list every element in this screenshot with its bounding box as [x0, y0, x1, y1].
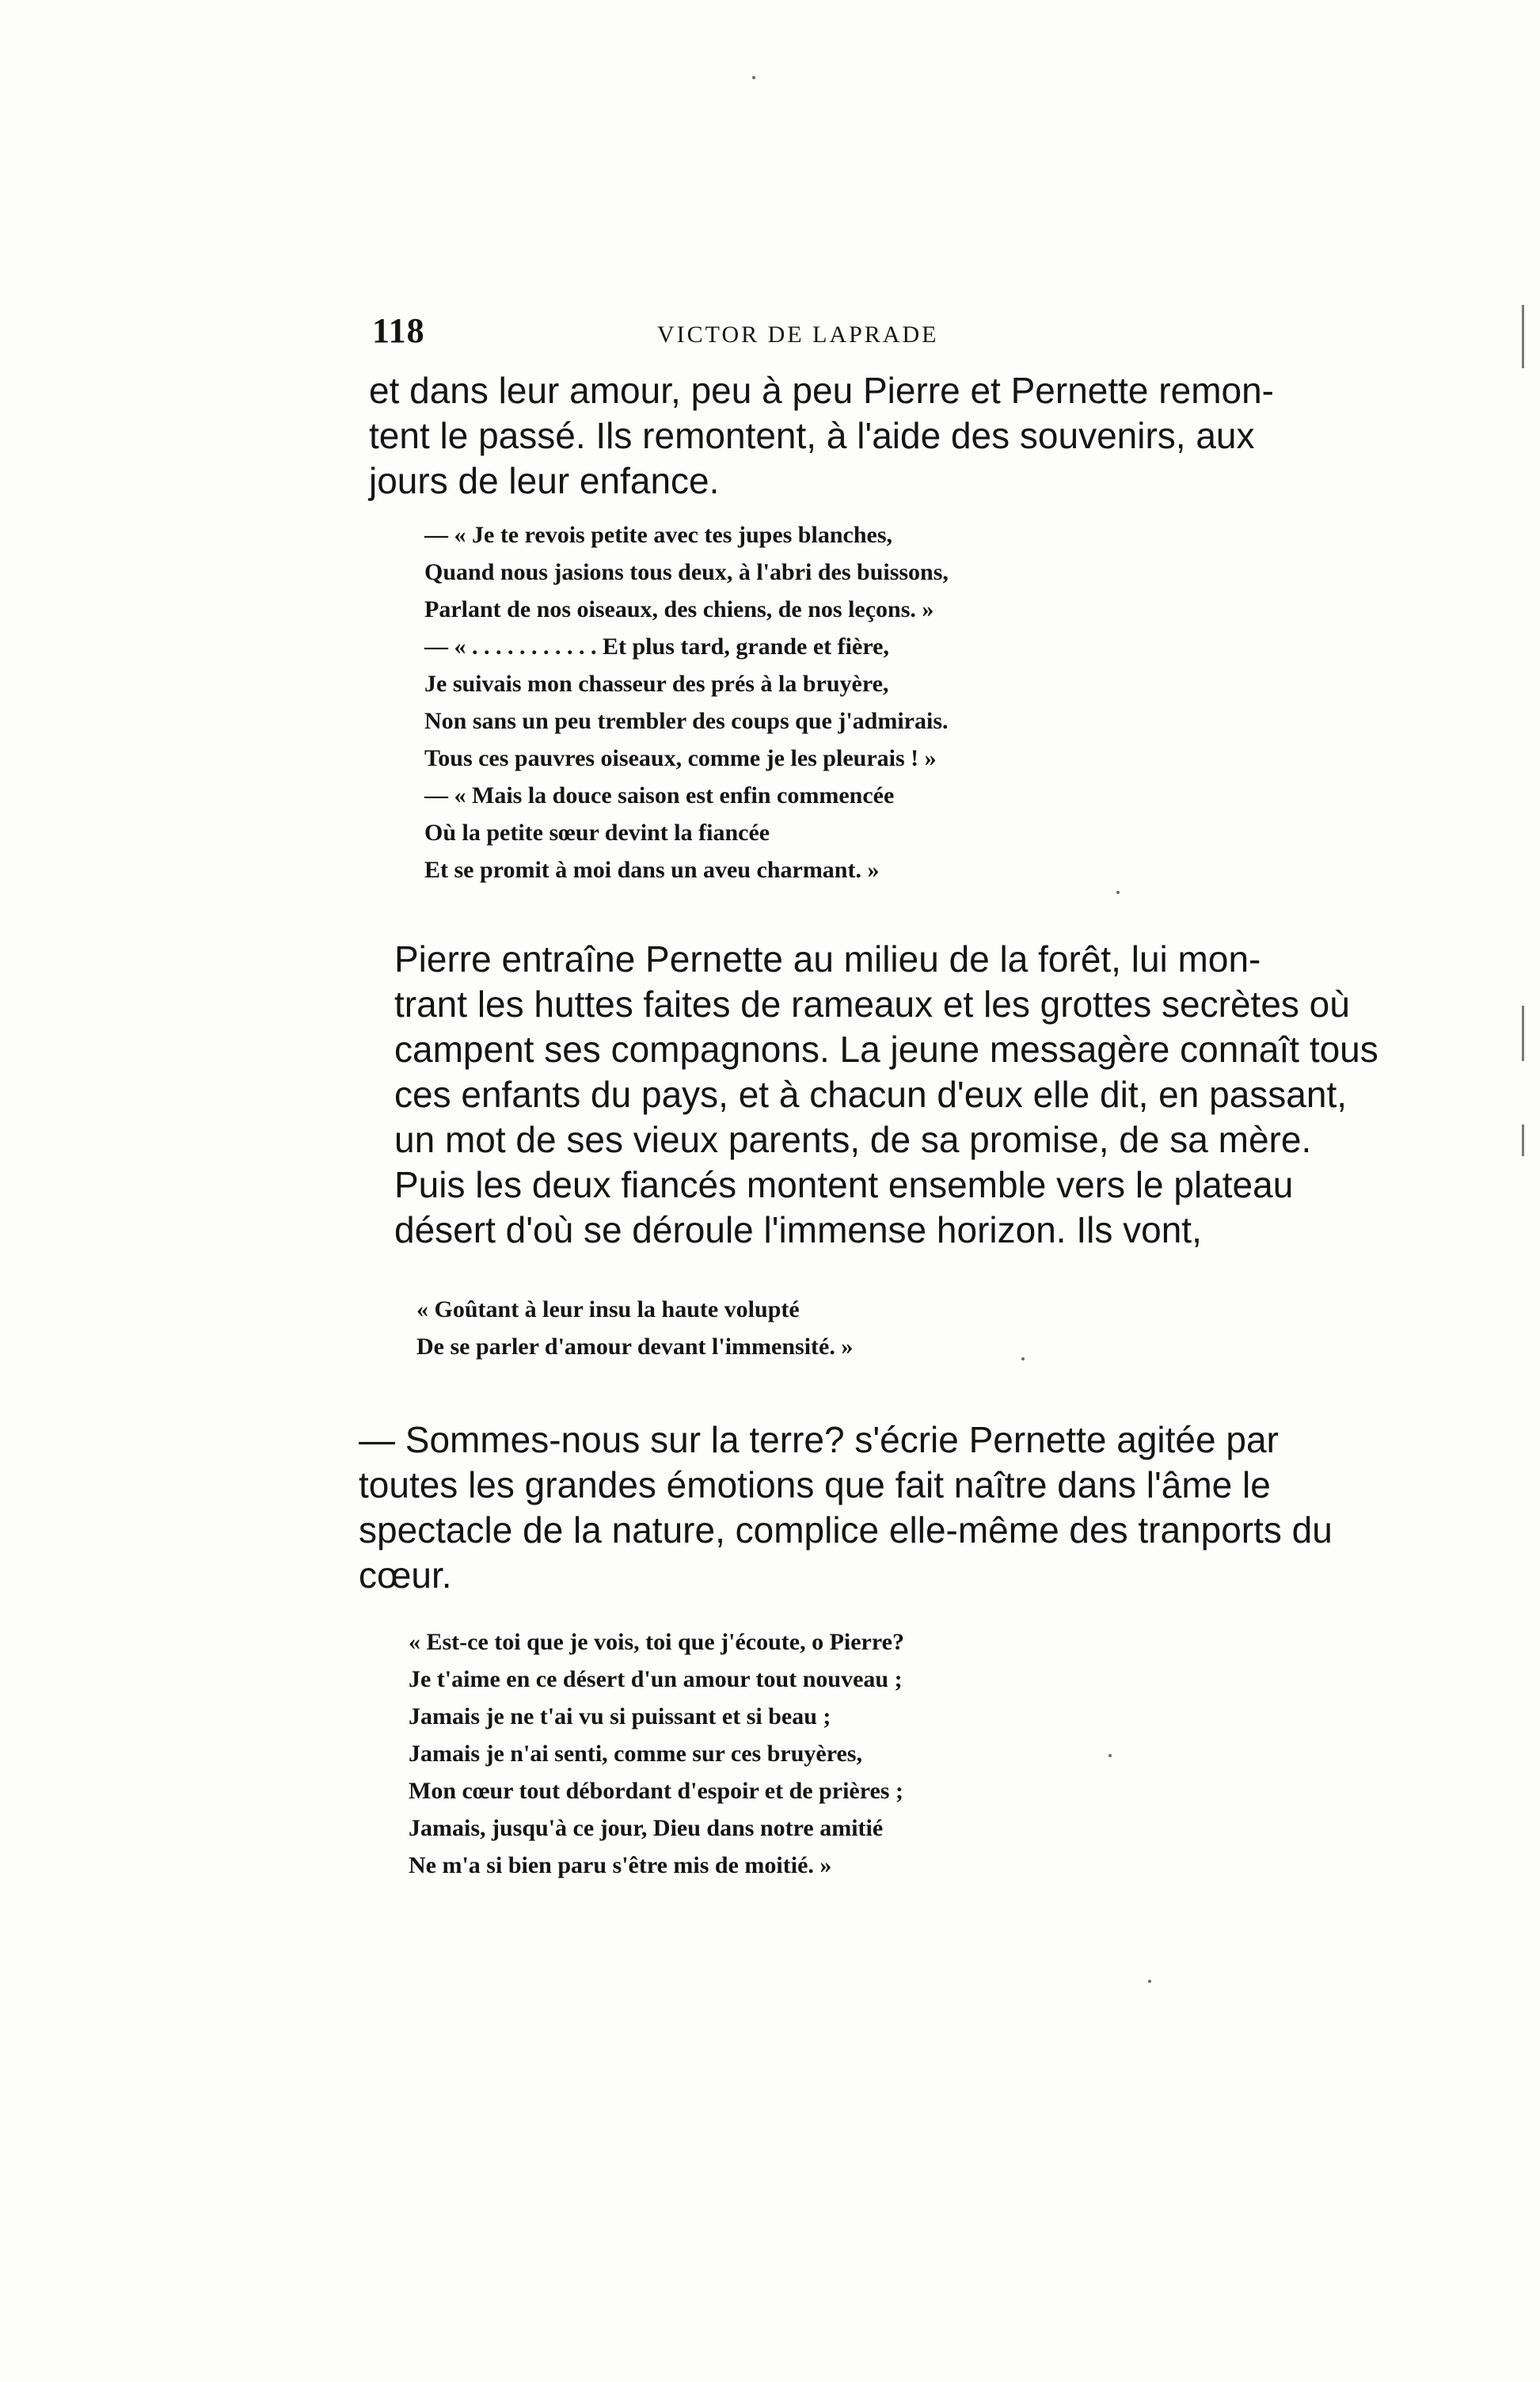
- verse-line: Et se promit à moi dans un aveu charmant. »: [424, 857, 880, 883]
- verse-block-2: [416, 1291, 853, 1365]
- paragraph-line: Puis les deux fiancés montent ensemble vers le plateau: [394, 1164, 1294, 1205]
- verse-line: Je t'aime en ce désert d'un amour tout nouveau ;: [409, 1666, 903, 1692]
- scan-speck: [1148, 1980, 1151, 1983]
- verse-line: — « Mais la douce saison est enfin commencée: [424, 782, 895, 809]
- verse-line: De se parler d'amour devant l'immensité. »: [416, 1334, 854, 1360]
- verse-line: — « Je te revois petite avec tes jupes blanches,: [424, 522, 893, 548]
- paragraph-line: — Sommes-nous sur la terre? s'écrie Pernette agitée par: [359, 1419, 1279, 1460]
- paragraph-line: tent le passé. Ils remontent, à l'aide des souvenirs, aux: [369, 415, 1255, 456]
- verse-line: Quand nous jasions tous deux, à l'abri des buissons,: [424, 559, 949, 585]
- page-number: 118: [372, 311, 425, 350]
- scan-speck: [1116, 891, 1120, 894]
- paragraph-line: un mot de ses vieux parents, de sa promise, de sa mère.: [394, 1119, 1312, 1160]
- verse-line: Jamais je ne t'ai vu si puissant et si beau ;: [409, 1703, 831, 1729]
- scan-margin-mark: [1522, 305, 1524, 368]
- verse-line: Non sans un peu trembler des coups que j'admirais.: [424, 708, 949, 734]
- verse-line: « Goûtant à leur insu la haute volupté: [416, 1296, 800, 1322]
- paragraph-line: ces enfants du pays, et à chacun d'eux elle dit, en passant,: [394, 1074, 1348, 1115]
- running-head: VICTOR DE LAPRADE: [657, 322, 939, 348]
- verse-line: Tous ces pauvres oiseaux, comme je les pleurais ! »: [424, 745, 937, 771]
- page-header: [372, 310, 1227, 358]
- verse-line: Ne m'a si bien paru s'être mis de moitié. »: [409, 1852, 832, 1878]
- paragraph-line: désert d'où se déroule l'immense horizon. Ils vont,: [394, 1209, 1202, 1250]
- scan-margin-mark: [1522, 1124, 1524, 1156]
- paragraph-line: Pierre entraîne Pernette au milieu de la forêt, lui mon-: [394, 938, 1261, 980]
- verse-block-1: [424, 516, 949, 888]
- paragraph-line: campent ses compagnons. La jeune messagère connaît tous: [394, 1029, 1378, 1070]
- scan-margin-mark: [1522, 1006, 1524, 1061]
- paragraph-3: [359, 1417, 1333, 1598]
- paragraph-1: [369, 368, 1274, 504]
- scan-speck: [1021, 1357, 1025, 1360]
- paragraph-line: toutes les grandes émotions que fait naître dans l'âme le: [359, 1464, 1271, 1505]
- paragraph-2: [394, 937, 1378, 1253]
- paragraph-line: et dans leur amour, peu à peu Pierre et Pernette remon-: [369, 370, 1274, 411]
- paragraph-line: cœur.: [359, 1554, 452, 1596]
- paragraph-line: spectacle de la nature, complice elle-même des tranports du: [359, 1509, 1333, 1551]
- paragraph-line: trant les huttes faites de rameaux et les grottes secrètes où: [394, 984, 1350, 1025]
- verse-line: Où la petite sœur devint la fiancée: [424, 820, 770, 846]
- verse-line: Jamais je n'ai senti, comme sur ces bruyères,: [409, 1741, 862, 1767]
- verse-line: — « . . . . . . . . . . . Et plus tard, grande et fière,: [424, 634, 889, 660]
- verse-block-3: [409, 1623, 904, 1884]
- scan-speck: [1108, 1754, 1112, 1757]
- verse-line: Mon cœur tout débordant d'espoir et de prières ;: [409, 1778, 903, 1804]
- verse-line: Jamais, jusqu'à ce jour, Dieu dans notre amitié: [409, 1815, 884, 1841]
- verse-line: « Est-ce toi que je vois, toi que j'écoute, o Pierre?: [409, 1629, 904, 1655]
- verse-line: Parlant de nos oiseaux, des chiens, de nos leçons. »: [424, 596, 934, 622]
- paragraph-line: jours de leur enfance.: [369, 460, 720, 501]
- verse-line: Je suivais mon chasseur des prés à la bruyère,: [424, 671, 889, 697]
- scan-speck: [752, 76, 755, 79]
